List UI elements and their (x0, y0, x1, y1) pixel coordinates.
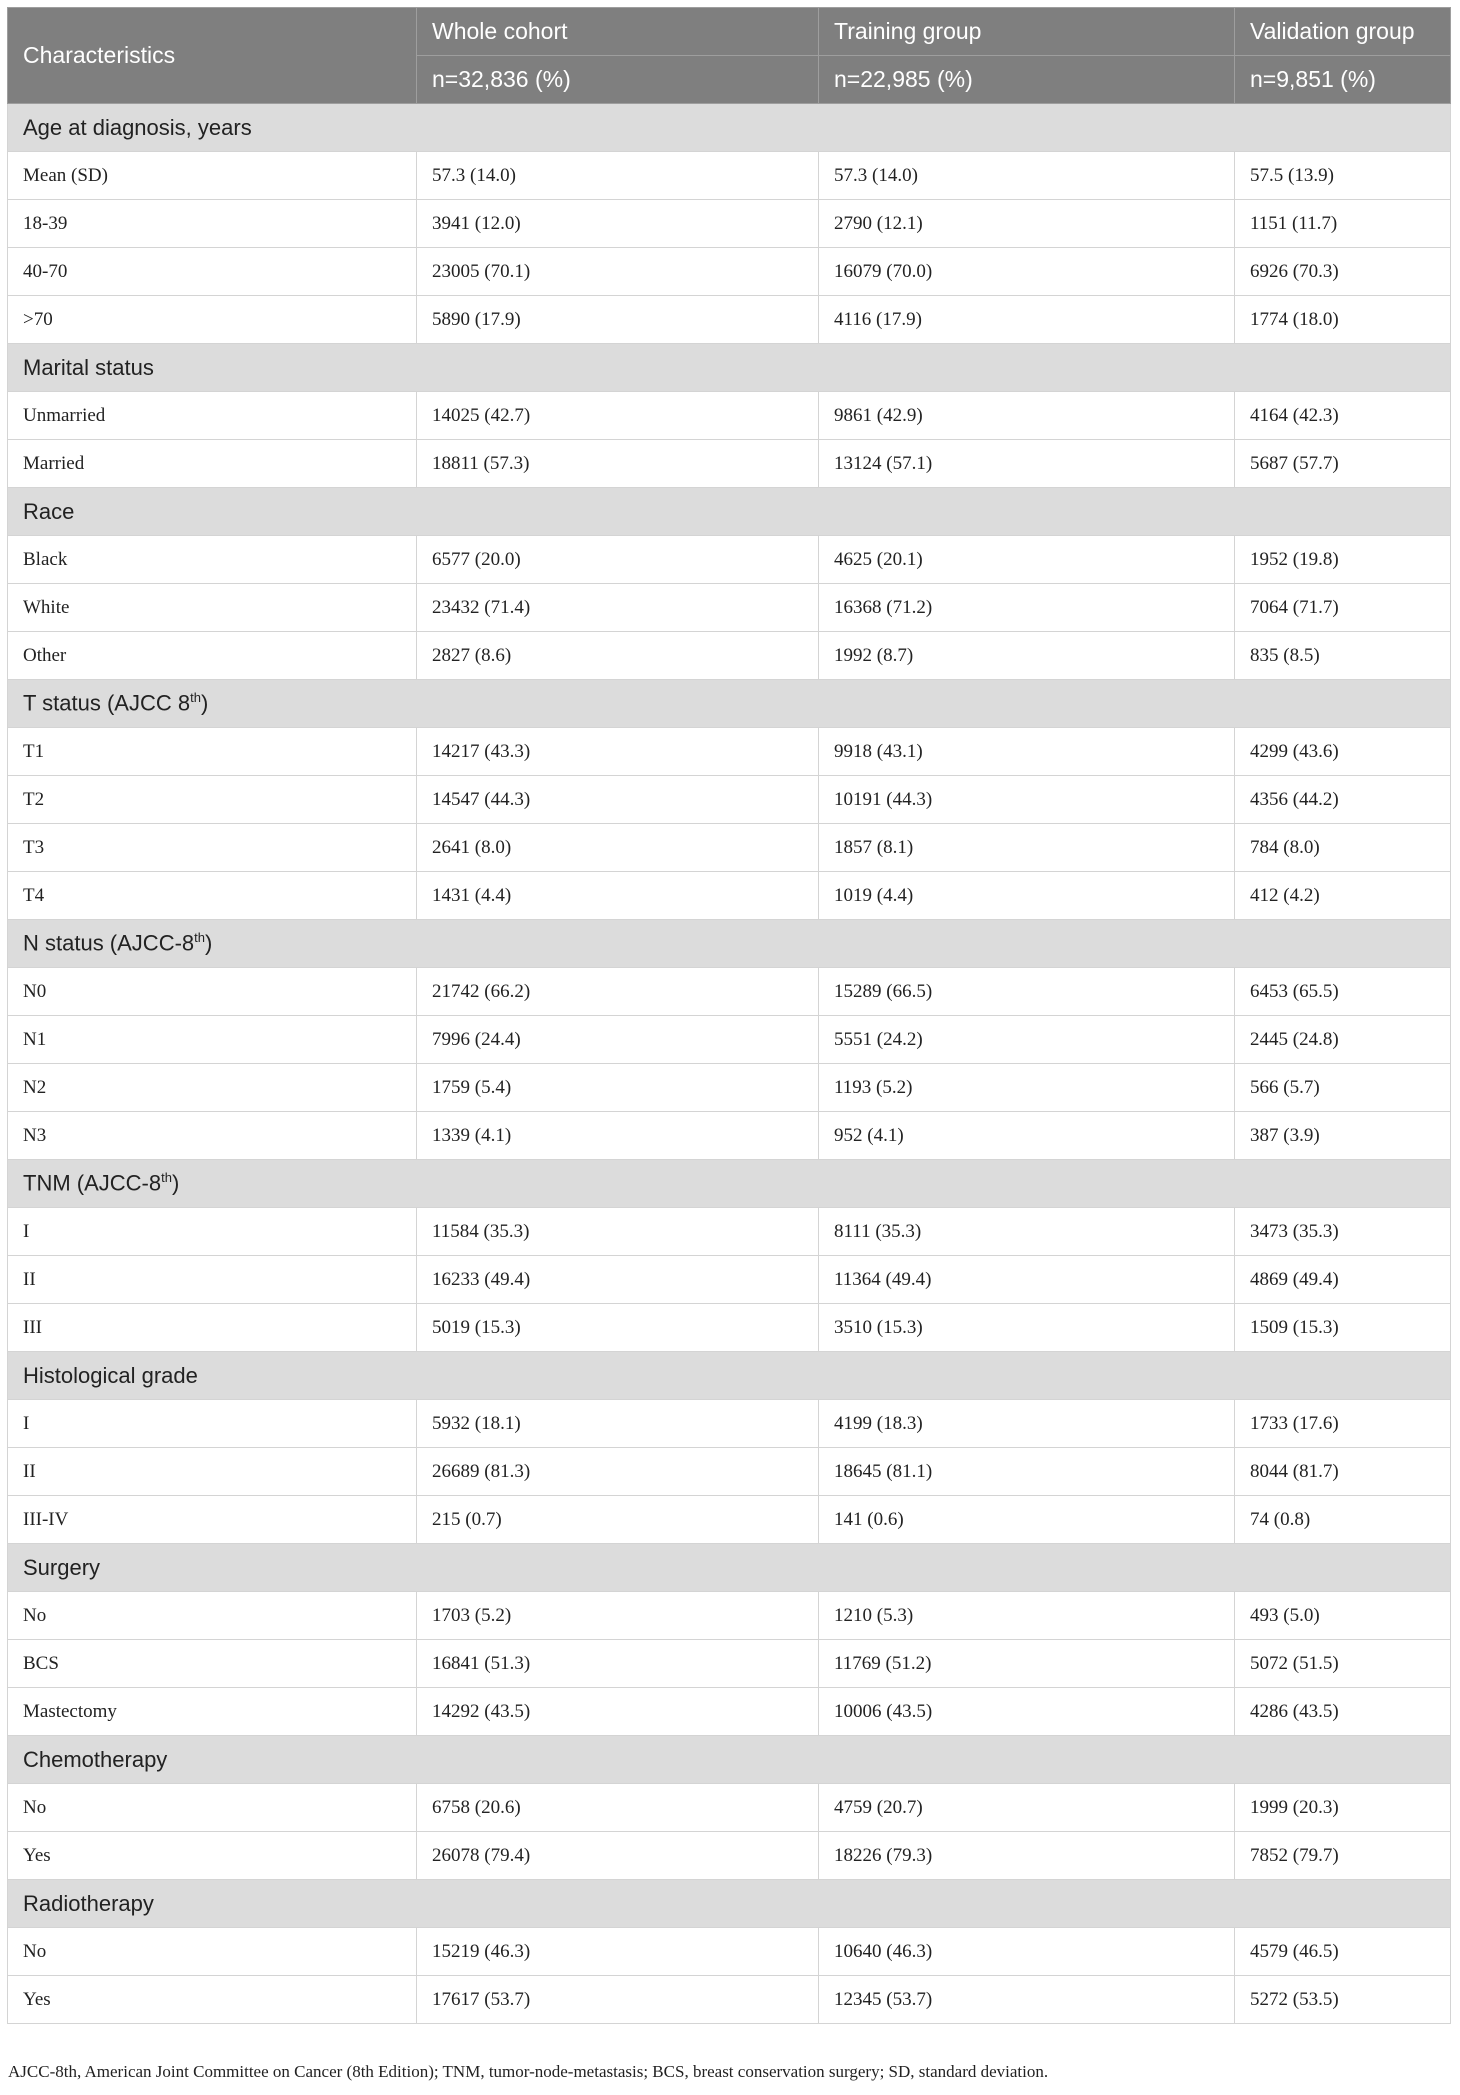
validation-group-cell: 835 (8.5) (1235, 632, 1451, 680)
row-label-cell: II (8, 1448, 417, 1496)
training-group-cell: 10191 (44.3) (819, 776, 1235, 824)
group-label (8, 1352, 1451, 1400)
whole-cohort-cell: 5019 (15.3) (417, 1304, 819, 1352)
table-row (8, 296, 1451, 344)
validation-group-cell: 4579 (46.5) (1235, 1928, 1451, 1976)
group-header-row (8, 488, 1451, 536)
row-label-cell: No (8, 1784, 417, 1832)
row-label-cell: >70 (8, 296, 417, 344)
training-group-cell: 4759 (20.7) (819, 1784, 1235, 1832)
group-label-suffix: ) (171, 1170, 180, 1196)
row-label-cell: Yes (8, 1832, 417, 1880)
group-label (8, 680, 1451, 728)
header-validation-group: Validation group (1235, 8, 1451, 56)
table-row (8, 1592, 1451, 1640)
table-row (8, 632, 1451, 680)
group-label-suffix: ) (200, 690, 209, 716)
header-whole-cohort-n: n=32,836 (%) (417, 56, 819, 104)
whole-cohort-cell: 1431 (4.4) (417, 872, 819, 920)
table-row (8, 1496, 1451, 1544)
table-row (8, 248, 1451, 296)
whole-cohort-cell: 2827 (8.6) (417, 632, 819, 680)
whole-cohort-cell: 1703 (5.2) (417, 1592, 819, 1640)
row-label-cell: Yes (8, 1976, 417, 2024)
group-label-text: T status (AJCC 8 (23, 690, 191, 716)
training-group-cell: 9861 (42.9) (819, 392, 1235, 440)
group-label-text: Surgery (23, 1554, 101, 1580)
row-label-cell: II (8, 1256, 417, 1304)
whole-cohort-cell: 17617 (53.7) (417, 1976, 819, 2024)
whole-cohort-cell: 5890 (17.9) (417, 296, 819, 344)
training-group-cell: 11769 (51.2) (819, 1640, 1235, 1688)
training-group-cell: 11364 (49.4) (819, 1256, 1235, 1304)
validation-group-cell: 5272 (53.5) (1235, 1976, 1451, 2024)
whole-cohort-cell: 3941 (12.0) (417, 200, 819, 248)
group-label-superscript: th (194, 930, 205, 946)
table-row (8, 1688, 1451, 1736)
characteristics-table (7, 7, 1451, 2024)
group-label (8, 1544, 1451, 1592)
group-label-text: Age at diagnosis, years (23, 114, 252, 140)
group-header-row (8, 1544, 1451, 1592)
row-label-cell: T1 (8, 728, 417, 776)
group-header-row (8, 1880, 1451, 1928)
validation-group-cell: 6926 (70.3) (1235, 248, 1451, 296)
group-label-superscript: th (190, 690, 201, 706)
whole-cohort-cell: 23432 (71.4) (417, 584, 819, 632)
table-row (8, 1832, 1451, 1880)
group-label (8, 1736, 1451, 1784)
training-group-cell: 10006 (43.5) (819, 1688, 1235, 1736)
validation-group-cell: 4164 (42.3) (1235, 392, 1451, 440)
group-header-row (8, 680, 1451, 728)
group-header-row (8, 920, 1451, 968)
validation-group-cell: 74 (0.8) (1235, 1496, 1451, 1544)
whole-cohort-cell: 14025 (42.7) (417, 392, 819, 440)
validation-group-cell: 1999 (20.3) (1235, 1784, 1451, 1832)
training-group-cell: 2790 (12.1) (819, 200, 1235, 248)
whole-cohort-cell: 14547 (44.3) (417, 776, 819, 824)
table-row (8, 776, 1451, 824)
validation-group-cell: 1509 (15.3) (1235, 1304, 1451, 1352)
validation-group-cell: 57.5 (13.9) (1235, 152, 1451, 200)
row-label-cell: III (8, 1304, 417, 1352)
table-row (8, 392, 1451, 440)
row-label-cell: BCS (8, 1640, 417, 1688)
training-group-cell: 15289 (66.5) (819, 968, 1235, 1016)
group-label (8, 1880, 1451, 1928)
group-header-row (8, 1736, 1451, 1784)
validation-group-cell: 4356 (44.2) (1235, 776, 1451, 824)
validation-group-cell: 1952 (19.8) (1235, 536, 1451, 584)
group-header-row (8, 104, 1451, 152)
training-group-cell: 141 (0.6) (819, 1496, 1235, 1544)
training-group-cell: 10640 (46.3) (819, 1928, 1235, 1976)
group-label-text: Marital status (23, 354, 154, 380)
validation-group-cell: 566 (5.7) (1235, 1064, 1451, 1112)
group-label-text: Radiotherapy (23, 1890, 154, 1916)
row-label-cell: T3 (8, 824, 417, 872)
training-group-cell: 4199 (18.3) (819, 1400, 1235, 1448)
whole-cohort-cell: 23005 (70.1) (417, 248, 819, 296)
whole-cohort-cell: 14217 (43.3) (417, 728, 819, 776)
whole-cohort-cell: 7996 (24.4) (417, 1016, 819, 1064)
table-row (8, 200, 1451, 248)
whole-cohort-cell: 6758 (20.6) (417, 1784, 819, 1832)
training-group-cell: 1193 (5.2) (819, 1064, 1235, 1112)
validation-group-cell: 784 (8.0) (1235, 824, 1451, 872)
table-row (8, 1304, 1451, 1352)
training-group-cell: 1210 (5.3) (819, 1592, 1235, 1640)
row-label-cell: T2 (8, 776, 417, 824)
row-label-cell: No (8, 1592, 417, 1640)
validation-group-cell: 493 (5.0) (1235, 1592, 1451, 1640)
row-label-cell: N1 (8, 1016, 417, 1064)
row-label-cell: Married (8, 440, 417, 488)
group-label-text: Race (23, 498, 75, 524)
group-header-row (8, 344, 1451, 392)
group-label (8, 104, 1451, 152)
validation-group-cell: 4869 (49.4) (1235, 1256, 1451, 1304)
row-label-cell: Mean (SD) (8, 152, 417, 200)
row-label-cell: 18-39 (8, 200, 417, 248)
validation-group-cell: 1151 (11.7) (1235, 200, 1451, 248)
whole-cohort-cell: 215 (0.7) (417, 1496, 819, 1544)
table-row (8, 872, 1451, 920)
row-label-cell: White (8, 584, 417, 632)
validation-group-cell: 412 (4.2) (1235, 872, 1451, 920)
validation-group-cell: 2445 (24.8) (1235, 1016, 1451, 1064)
group-label-text: Chemotherapy (23, 1746, 168, 1772)
whole-cohort-cell: 1339 (4.1) (417, 1112, 819, 1160)
header-characteristics: Characteristics (8, 8, 417, 104)
row-label-cell: 40-70 (8, 248, 417, 296)
validation-group-cell: 5072 (51.5) (1235, 1640, 1451, 1688)
row-label-cell: I (8, 1400, 417, 1448)
table-row (8, 824, 1451, 872)
training-group-cell: 16079 (70.0) (819, 248, 1235, 296)
table-row (8, 728, 1451, 776)
group-header-row (8, 1352, 1451, 1400)
whole-cohort-cell: 11584 (35.3) (417, 1208, 819, 1256)
table-row (8, 968, 1451, 1016)
validation-group-cell: 387 (3.9) (1235, 1112, 1451, 1160)
validation-group-cell: 6453 (65.5) (1235, 968, 1451, 1016)
table-row (8, 440, 1451, 488)
training-group-cell: 952 (4.1) (819, 1112, 1235, 1160)
table-row (8, 1112, 1451, 1160)
whole-cohort-cell: 14292 (43.5) (417, 1688, 819, 1736)
validation-group-cell: 8044 (81.7) (1235, 1448, 1451, 1496)
whole-cohort-cell: 16233 (49.4) (417, 1256, 819, 1304)
group-header-row (8, 1160, 1451, 1208)
training-group-cell: 13124 (57.1) (819, 440, 1235, 488)
header-training-group-n: n=22,985 (%) (819, 56, 1235, 104)
whole-cohort-cell: 57.3 (14.0) (417, 152, 819, 200)
row-label-cell: Unmarried (8, 392, 417, 440)
table-row (8, 1208, 1451, 1256)
table-row (8, 1016, 1451, 1064)
group-label-text: Histological grade (23, 1362, 198, 1388)
validation-group-cell: 5687 (57.7) (1235, 440, 1451, 488)
group-label-text: TNM (AJCC-8 (23, 1170, 162, 1196)
whole-cohort-cell: 16841 (51.3) (417, 1640, 819, 1688)
header-validation-group-n: n=9,851 (%) (1235, 56, 1451, 104)
whole-cohort-cell: 21742 (66.2) (417, 968, 819, 1016)
row-label-cell: III-IV (8, 1496, 417, 1544)
table-row (8, 1928, 1451, 1976)
table-row (8, 1064, 1451, 1112)
validation-group-cell: 7064 (71.7) (1235, 584, 1451, 632)
training-group-cell: 18645 (81.1) (819, 1448, 1235, 1496)
table-row (8, 1784, 1451, 1832)
row-label-cell: Other (8, 632, 417, 680)
header-training-group: Training group (819, 8, 1235, 56)
training-group-cell: 8111 (35.3) (819, 1208, 1235, 1256)
training-group-cell: 16368 (71.2) (819, 584, 1235, 632)
group-label-text: N status (AJCC-8 (23, 930, 195, 956)
table-row (8, 1256, 1451, 1304)
whole-cohort-cell: 6577 (20.0) (417, 536, 819, 584)
training-group-cell: 1857 (8.1) (819, 824, 1235, 872)
training-group-cell: 57.3 (14.0) (819, 152, 1235, 200)
group-label-superscript: th (161, 1170, 172, 1186)
whole-cohort-cell: 1759 (5.4) (417, 1064, 819, 1112)
validation-group-cell: 4286 (43.5) (1235, 1688, 1451, 1736)
group-label-suffix: ) (205, 930, 213, 956)
row-label-cell: No (8, 1928, 417, 1976)
validation-group-cell: 7852 (79.7) (1235, 1832, 1451, 1880)
header-row-titles (8, 8, 1451, 56)
training-group-cell: 18226 (79.3) (819, 1832, 1235, 1880)
table-row (8, 584, 1451, 632)
table-row (8, 536, 1451, 584)
row-label-cell: I (8, 1208, 417, 1256)
training-group-cell: 9918 (43.1) (819, 728, 1235, 776)
training-group-cell: 3510 (15.3) (819, 1304, 1235, 1352)
group-label (8, 1160, 1451, 1208)
table-row (8, 152, 1451, 200)
whole-cohort-cell: 2641 (8.0) (417, 824, 819, 872)
group-label (8, 344, 1451, 392)
table-row (8, 1400, 1451, 1448)
validation-group-cell: 1774 (18.0) (1235, 296, 1451, 344)
row-label-cell: Black (8, 536, 417, 584)
whole-cohort-cell: 5932 (18.1) (417, 1400, 819, 1448)
group-label (8, 488, 1451, 536)
whole-cohort-cell: 15219 (46.3) (417, 1928, 819, 1976)
training-group-cell: 1992 (8.7) (819, 632, 1235, 680)
header-whole-cohort: Whole cohort (417, 8, 819, 56)
validation-group-cell: 3473 (35.3) (1235, 1208, 1451, 1256)
row-label-cell: T4 (8, 872, 417, 920)
table-footnote: AJCC-8th, American Joint Committee on Cancer (8th Edition); TNM, tumor-node-metastasis; BCS, breast conservation surgery; SD, standard deviation. (8, 2062, 1049, 2081)
validation-group-cell: 4299 (43.6) (1235, 728, 1451, 776)
validation-group-cell: 1733 (17.6) (1235, 1400, 1451, 1448)
whole-cohort-cell: 26689 (81.3) (417, 1448, 819, 1496)
training-group-cell: 5551 (24.2) (819, 1016, 1235, 1064)
whole-cohort-cell: 18811 (57.3) (417, 440, 819, 488)
row-label-cell: Mastectomy (8, 1688, 417, 1736)
row-label-cell: N3 (8, 1112, 417, 1160)
table-row (8, 1976, 1451, 2024)
table-row (8, 1448, 1451, 1496)
training-group-cell: 4116 (17.9) (819, 296, 1235, 344)
training-group-cell: 4625 (20.1) (819, 536, 1235, 584)
training-group-cell: 12345 (53.7) (819, 1976, 1235, 2024)
group-label (8, 920, 1451, 968)
row-label-cell: N0 (8, 968, 417, 1016)
row-label-cell: N2 (8, 1064, 417, 1112)
training-group-cell: 1019 (4.4) (819, 872, 1235, 920)
whole-cohort-cell: 26078 (79.4) (417, 1832, 819, 1880)
table-row (8, 1640, 1451, 1688)
